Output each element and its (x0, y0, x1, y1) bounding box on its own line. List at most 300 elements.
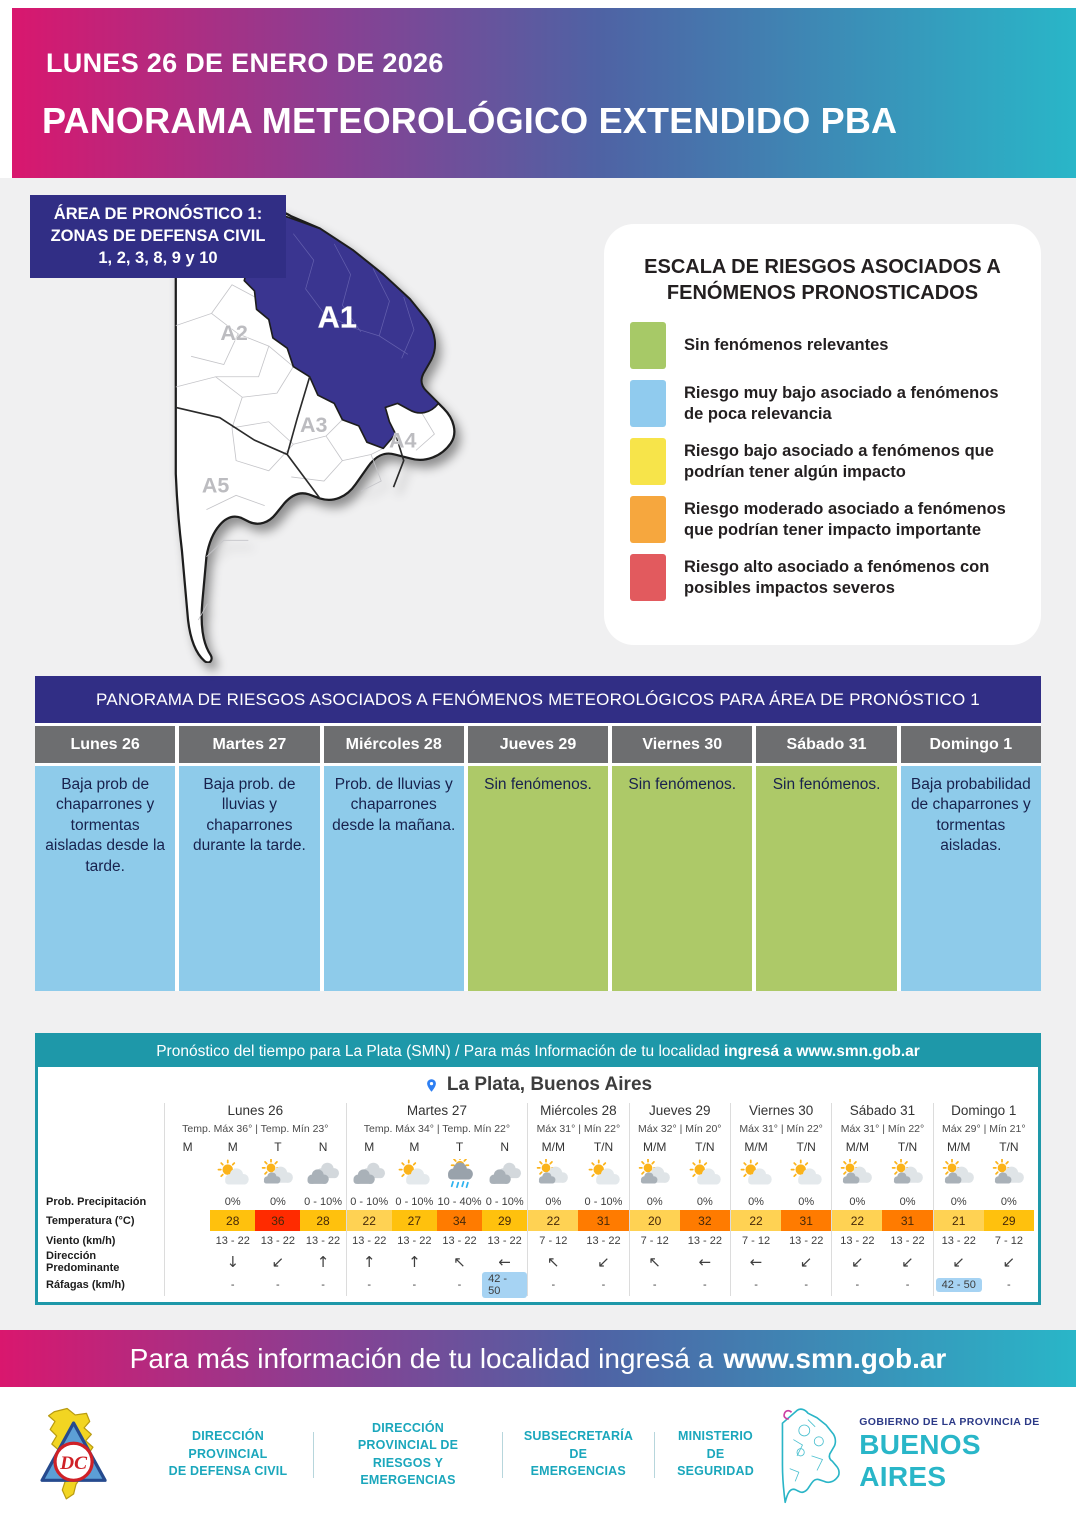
weather-icon-cell (300, 1155, 345, 1193)
precip-value: 0% (1000, 1195, 1017, 1208)
weather-icon-cell (528, 1155, 578, 1193)
wind-value: 13 - 22 (442, 1234, 477, 1247)
gust-row (731, 1273, 831, 1296)
period-label: M (409, 1139, 420, 1154)
weather-icon-cell (437, 1155, 482, 1193)
panorama-day-cell: Baja probabilidad de chaparrones y tormentas aisladas. (901, 766, 1041, 991)
period-label: M (364, 1139, 375, 1154)
wind-value: 13 - 22 (789, 1234, 824, 1247)
partly-sunny-icon (212, 1159, 254, 1189)
gust-cell (630, 1273, 680, 1296)
footer-org-line2: EMERGENCIAS (530, 1464, 626, 1479)
day-temp-range: Máx 31° | Mín 22° (840, 1123, 925, 1135)
gust-value: - (230, 1278, 235, 1291)
risk-item (630, 554, 1015, 601)
weather-icon-cell (731, 1155, 781, 1193)
period-label: M/M (643, 1139, 667, 1154)
risk-label: Sin fenómenos relevantes (684, 336, 889, 355)
temperature-row (165, 1210, 346, 1231)
panorama-day-header: Domingo 1 (901, 726, 1041, 763)
gust-cell (482, 1273, 527, 1296)
footer-org-line1: DIRECCIÓN PROVINCIAL DE (357, 1420, 459, 1452)
wind-direction-arrow: ↙ (799, 1252, 813, 1271)
panorama-day-cell: Baja prob de chaparrones y tormentas aisladas desde la tarde. (35, 766, 175, 991)
risk-label: Riesgo alto asociado a fenómenos con posibles impactos severos (684, 557, 990, 597)
temp-value: 22 (832, 1210, 882, 1231)
day-temp-range: Máx 29° | Mín 21° (942, 1123, 1026, 1135)
day-name: Martes 27 (406, 1103, 467, 1118)
precip-value: 0% (269, 1195, 286, 1208)
risk-item (630, 496, 1015, 543)
icon-row (528, 1155, 628, 1193)
gust-cell (437, 1273, 482, 1296)
risk-swatch (630, 554, 666, 601)
precip-value: 0% (224, 1195, 241, 1208)
panorama-day-header: Viernes 30 (612, 726, 752, 763)
smn-card-header (38, 1036, 1038, 1067)
gust-value: - (905, 1278, 910, 1291)
mostly-cloudy-icon (938, 1159, 980, 1189)
gust-row (934, 1273, 1034, 1296)
gust-row (528, 1273, 628, 1296)
temp-value: 31 (882, 1210, 932, 1231)
footer-org-line1: DIRECCIÓN PROVINCIAL (188, 1429, 268, 1461)
wind-value: 13 - 22 (941, 1234, 976, 1247)
period-row (630, 1138, 730, 1155)
period-label: M/M (541, 1139, 565, 1154)
precip-value: 0% (950, 1195, 967, 1208)
day-name: Jueves 29 (648, 1103, 711, 1118)
gust-cell (934, 1273, 984, 1296)
wind-value: 7 - 12 (741, 1234, 771, 1247)
weather-icon-cell (482, 1155, 527, 1193)
precip-value: 0 - 10% (395, 1195, 434, 1208)
gust-cell (882, 1273, 932, 1296)
risk-item (630, 322, 1015, 369)
mostly-cloudy-icon (634, 1159, 676, 1189)
wind-row (165, 1231, 346, 1250)
wind-direction-arrow: ↖ (648, 1252, 661, 1271)
weather-icon-cell (578, 1155, 628, 1193)
temp-value: 28 (210, 1210, 255, 1231)
badge-line-2: ZONAS DE DEFENSA CIVIL (50, 226, 266, 245)
label-spacer (40, 1103, 164, 1123)
risk-scale-title: ESCALA DE RIESGOS ASOCIADOS A FENÓMENOS PRONOSTICADOS (644, 256, 1001, 304)
gust-row (630, 1273, 730, 1296)
period-row (165, 1138, 346, 1155)
map-zone-label-a5: A5 (201, 473, 230, 498)
footer-org (655, 1428, 777, 1481)
gust-value: - (754, 1278, 758, 1291)
risk-scale-items (630, 322, 1015, 601)
wind-row (731, 1231, 831, 1250)
mostly-cloudy-icon (532, 1159, 574, 1189)
gust-cell (832, 1273, 882, 1296)
forecast-day-group (527, 1103, 628, 1296)
footer-org-line2: DE DEFENSA CIVIL (168, 1464, 288, 1479)
forecast-day-group (933, 1103, 1034, 1296)
forecast-row-label: Temperatura (°C) (46, 1214, 135, 1227)
direction-row (165, 1250, 346, 1273)
weather-icon-cell (680, 1155, 730, 1193)
wind-direction-arrow: ↙ (597, 1252, 610, 1271)
wind-direction-arrow (165, 1250, 210, 1273)
temp-value (165, 1210, 210, 1231)
wind-value (165, 1231, 210, 1250)
gust-row (165, 1273, 346, 1296)
panorama-day-cell: Sin fenómenos. (468, 766, 608, 991)
weather-icon-cell (630, 1155, 680, 1193)
temp-value: 28 (300, 1210, 345, 1231)
period-label: M/M (947, 1139, 971, 1154)
precip-value: 0% (899, 1195, 916, 1208)
footer-org (314, 1420, 502, 1490)
header-date: LUNES 26 DE ENERO DE 2026 (46, 48, 444, 78)
panorama-day-header: Miércoles 28 (324, 726, 464, 763)
footer-org (503, 1428, 654, 1481)
cloudy-icon (484, 1159, 526, 1189)
gust-value: - (367, 1278, 372, 1291)
panorama-title: PANORAMA DE RIESGOS ASOCIADOS A FENÓMENOS METEOROLÓGICOS PARA ÁREA DE PRONÓSTICO 1 (35, 676, 1041, 723)
gust-cell (392, 1273, 437, 1296)
period-row (347, 1138, 528, 1155)
precip-value: 0% (849, 1195, 866, 1208)
gust-value: - (412, 1278, 417, 1291)
precip-row (347, 1193, 528, 1210)
gust-value: - (1007, 1278, 1011, 1291)
temp-value: 22 (347, 1210, 392, 1231)
gust-value: - (804, 1278, 809, 1291)
map-zone-label-a1: A1 (317, 300, 357, 335)
wind-direction-arrow: ← (498, 1252, 511, 1271)
gust-cell (578, 1273, 628, 1296)
period-label: M/M (744, 1139, 768, 1154)
period-label: T (274, 1139, 282, 1154)
temp-value: 20 (630, 1210, 680, 1231)
period-label: M (182, 1139, 193, 1154)
label-spacer (40, 1123, 164, 1138)
wind-direction-arrow: ↙ (1002, 1252, 1016, 1271)
wind-value: 13 - 22 (352, 1234, 387, 1247)
panorama-day-body-row (35, 766, 1041, 991)
footer-org-line1: SUBSECRETARÍA DE (523, 1429, 634, 1461)
temp-value: 29 (984, 1210, 1034, 1231)
day-temp-range: Temp. Máx 34° | Temp. Mín 22° (363, 1123, 511, 1135)
precip-value: 0 - 10% (485, 1195, 524, 1208)
wind-value: 13 - 22 (305, 1234, 341, 1247)
forecast-day-group (346, 1103, 528, 1296)
footer-org-list (143, 1420, 777, 1490)
location-title: La Plata, Buenos Aires (446, 1074, 653, 1095)
weather-icon-cell (392, 1155, 437, 1193)
wind-direction-arrow: ← (698, 1252, 712, 1271)
wind-value: 7 - 12 (994, 1234, 1023, 1247)
gov-logo-block (777, 1399, 1047, 1511)
gust-value: - (551, 1278, 556, 1291)
temperature-row (528, 1210, 628, 1231)
location-pin-icon (424, 1078, 439, 1093)
wind-direction-arrow: ↙ (901, 1252, 914, 1271)
period-label: N (318, 1139, 328, 1154)
panorama-day-header-row (35, 726, 1041, 763)
gust-value: 42 - 50 (482, 1272, 527, 1298)
forecast-day-group (831, 1103, 932, 1296)
day-name: Sábado 31 (849, 1103, 916, 1118)
wind-direction-arrow: ↑ (408, 1252, 421, 1271)
wind-row (630, 1231, 730, 1250)
temp-value: 32 (680, 1210, 730, 1231)
risk-label: Riesgo bajo asociado a fenómenos que podrían tener algún impacto (684, 441, 994, 481)
temperature-row (347, 1210, 528, 1231)
forecast-area-badge (30, 195, 286, 278)
footer-org-line2: SEGURIDAD (677, 1464, 754, 1479)
wind-row (347, 1231, 528, 1250)
period-label: M (227, 1139, 238, 1154)
gust-cell (781, 1273, 831, 1296)
icon-row (165, 1155, 346, 1193)
panorama-day-cell: Prob. de lluvias y chaparrones desde la mañana. (324, 766, 464, 991)
temp-value: 34 (437, 1210, 482, 1231)
wind-row (528, 1231, 628, 1250)
risk-swatch (630, 438, 666, 485)
period-label: T/N (796, 1139, 816, 1154)
partly-sunny-icon (583, 1159, 625, 1189)
gust-cell (528, 1273, 578, 1296)
label-spacer (40, 1155, 164, 1193)
badge-line-3: 1, 2, 3, 8, 9 y 10 (98, 248, 218, 267)
panorama-day-cell: Sin fenómenos. (612, 766, 752, 991)
partly-sunny-icon (785, 1159, 827, 1189)
gust-value: - (321, 1278, 325, 1291)
gust-cell (731, 1273, 781, 1296)
smn-header-text: Pronóstico del tiempo para La Plata (SMN) / Para más Información de tu localidad (156, 1042, 720, 1060)
risk-scale-card (604, 224, 1041, 645)
risk-label: Riesgo muy bajo asociado a fenómenos de poca relevancia (684, 383, 999, 423)
period-label: T/N (999, 1139, 1019, 1154)
risk-item (630, 438, 1015, 485)
gust-row (832, 1273, 932, 1296)
precip-row (934, 1193, 1034, 1210)
page-title: PANORAMA METEOROLÓGICO EXTENDIDO PBA (42, 100, 898, 141)
label-spacer (40, 1138, 164, 1155)
gov-title-large: BUENOS AIRES (859, 1429, 981, 1492)
weather-icon-cell (347, 1155, 392, 1193)
mostly-cloudy-icon (988, 1159, 1030, 1189)
gust-cell (680, 1273, 730, 1296)
forecast-row-labels (40, 1103, 164, 1296)
smn-header-link-text: ingresá a www.smn.gob.ar (723, 1042, 920, 1060)
temp-value: 31 (578, 1210, 628, 1231)
precip-value (165, 1193, 210, 1210)
precip-value: 0 - 10% (584, 1195, 623, 1208)
precip-value: 0% (545, 1195, 562, 1208)
wind-value: 13 - 22 (840, 1234, 875, 1247)
gust-value: - (276, 1278, 280, 1291)
day-temp-range: Máx 32° | Mín 20° (638, 1123, 722, 1135)
risk-swatch (630, 380, 666, 427)
precip-value: 0% (646, 1195, 663, 1208)
weather-icon-cell (165, 1155, 210, 1193)
icon-row (347, 1155, 528, 1193)
panorama-day-header: Lunes 26 (35, 726, 175, 763)
panorama-day-header: Jueves 29 (468, 726, 608, 763)
period-label: T/N (593, 1139, 614, 1154)
footer-org (143, 1428, 313, 1481)
period-row (934, 1138, 1034, 1155)
defensa-civil-logo (30, 1398, 119, 1511)
gust-cell (255, 1273, 300, 1296)
cloudy-icon (348, 1159, 390, 1189)
day-temp-range: Temp. Máx 36° | Temp. Mín 23° (182, 1123, 329, 1135)
gust-cell (984, 1273, 1034, 1296)
partly-sunny-icon (735, 1159, 777, 1189)
direction-row (347, 1250, 528, 1273)
buenos-aires-gov-logo (777, 1399, 850, 1511)
precip-row (731, 1193, 831, 1210)
precip-value: 10 - 40% (437, 1195, 482, 1208)
direction-row (731, 1250, 831, 1273)
precip-row (630, 1193, 730, 1210)
precip-value: 0 - 10% (304, 1195, 342, 1208)
temperature-row (731, 1210, 831, 1231)
partly-sunny-icon (684, 1159, 726, 1189)
period-row (731, 1138, 831, 1155)
wind-direction-arrow: ↖ (453, 1252, 466, 1271)
precip-value: 0% (798, 1195, 815, 1208)
wind-value: 13 - 22 (687, 1234, 722, 1247)
wind-direction-arrow: ↓ (226, 1252, 240, 1271)
wind-value: 13 - 22 (215, 1234, 250, 1247)
icon-row (630, 1155, 730, 1193)
day-name: Lunes 26 (227, 1103, 284, 1118)
location-row (38, 1067, 1038, 1103)
footer-org-line2: RIESGOS Y EMERGENCIAS (360, 1455, 456, 1487)
period-label: T/N (897, 1139, 918, 1154)
forecast-row-label: Prob. Precipitación (46, 1195, 147, 1208)
forecast-day-group (164, 1103, 346, 1296)
period-row (832, 1138, 932, 1155)
day-temp-range: Máx 31° | Mín 22° (739, 1123, 823, 1135)
precip-row (528, 1193, 628, 1210)
wind-value: 13 - 22 (397, 1234, 432, 1247)
rain-sun-icon (439, 1159, 481, 1189)
temp-value: 36 (255, 1210, 300, 1231)
mostly-cloudy-icon (836, 1159, 878, 1189)
day-name: Viernes 30 (748, 1103, 814, 1118)
mostly-cloudy-icon (257, 1159, 299, 1189)
cloudy-icon (302, 1159, 344, 1189)
risk-swatch (630, 322, 666, 369)
gust-cell (300, 1273, 345, 1296)
gust-cell (210, 1273, 255, 1296)
dc-logo-text: DC (60, 1453, 88, 1475)
day-name: Miércoles 28 (540, 1103, 617, 1118)
wind-direction-arrow: ↑ (316, 1252, 330, 1271)
weather-icon-cell (781, 1155, 831, 1193)
wind-direction-arrow: ↙ (271, 1252, 285, 1271)
wind-direction-arrow: ↙ (851, 1252, 864, 1271)
panorama-day-cell: Sin fenómenos. (756, 766, 896, 991)
period-label: T (455, 1139, 464, 1154)
map-zone-label-a4: A4 (388, 428, 417, 453)
wind-direction-arrow: ↖ (547, 1252, 560, 1271)
temp-value: 31 (781, 1210, 831, 1231)
footer-org-line1: MINISTERIO DE (678, 1429, 753, 1461)
gust-value: 42 - 50 (936, 1278, 982, 1292)
period-label: M/M (845, 1139, 870, 1154)
wind-value: 13 - 22 (260, 1234, 296, 1247)
risk-item (630, 380, 1015, 427)
weather-icon-cell (882, 1155, 932, 1193)
badge-line-1: ÁREA DE PRONÓSTICO 1: (53, 205, 263, 223)
day-temp-range: Máx 31° | Mín 22° (536, 1123, 621, 1135)
wind-value: 7 - 12 (539, 1234, 568, 1247)
wind-value: 13 - 22 (586, 1234, 621, 1247)
gust-value: - (855, 1278, 860, 1291)
temperature-row (934, 1210, 1034, 1231)
gust-cell (165, 1273, 210, 1296)
forecast-grid (40, 1103, 1034, 1296)
forecast-row-label: Viento (km/h) (46, 1234, 116, 1247)
weather-icon-cell (210, 1155, 255, 1193)
forecast-day-group (629, 1103, 730, 1296)
wind-value: 7 - 12 (640, 1234, 669, 1247)
smn-forecast-card (35, 1033, 1041, 1305)
temp-value: 27 (392, 1210, 437, 1231)
panorama-day-header: Sábado 31 (756, 726, 896, 763)
direction-row (934, 1250, 1034, 1273)
partly-sunny-icon (393, 1159, 435, 1189)
forecast-row-label: Dirección Predominante (46, 1249, 120, 1274)
bottom-banner-text: Para más información de tu localidad ingresá a (129, 1342, 714, 1374)
gov-title-small: GOBIERNO DE LA PROVINCIA DE (859, 1416, 1040, 1428)
risk-label: Riesgo moderado asociado a fenómenos que podrían tener impacto importante (684, 499, 1006, 539)
wind-direction-arrow: ← (749, 1252, 763, 1271)
wind-row (832, 1231, 932, 1250)
direction-row (630, 1250, 730, 1273)
gust-row (347, 1273, 528, 1296)
temp-value: 22 (528, 1210, 578, 1231)
wind-direction-arrow: ↙ (952, 1252, 965, 1271)
weather-icon-cell (934, 1155, 984, 1193)
temperature-row (832, 1210, 932, 1231)
bottom-banner (0, 1330, 1076, 1387)
gust-cell (347, 1273, 392, 1296)
weather-icon-cell (832, 1155, 882, 1193)
weather-icon-cell (984, 1155, 1034, 1193)
weather-icon-cell (255, 1155, 300, 1193)
precip-value: 0% (748, 1195, 764, 1208)
panorama-day-header: Martes 27 (179, 726, 319, 763)
panorama-table (35, 676, 1041, 991)
temp-value: 21 (934, 1210, 984, 1231)
risk-swatch (630, 496, 666, 543)
bottom-banner-url: www.smn.gob.ar (723, 1342, 947, 1374)
wind-row (934, 1231, 1034, 1250)
icon-row (934, 1155, 1034, 1193)
map-zone-label-a2: A2 (220, 320, 248, 345)
precip-row (832, 1193, 932, 1210)
temp-value: 29 (482, 1210, 527, 1231)
temp-value: 22 (731, 1210, 781, 1231)
gust-value: - (457, 1278, 462, 1291)
forecast-day-group (730, 1103, 831, 1296)
precip-row (165, 1193, 346, 1210)
wind-direction-arrow: ↑ (362, 1252, 376, 1271)
direction-row (832, 1250, 932, 1273)
icon-row (731, 1155, 831, 1193)
period-row (528, 1138, 628, 1155)
